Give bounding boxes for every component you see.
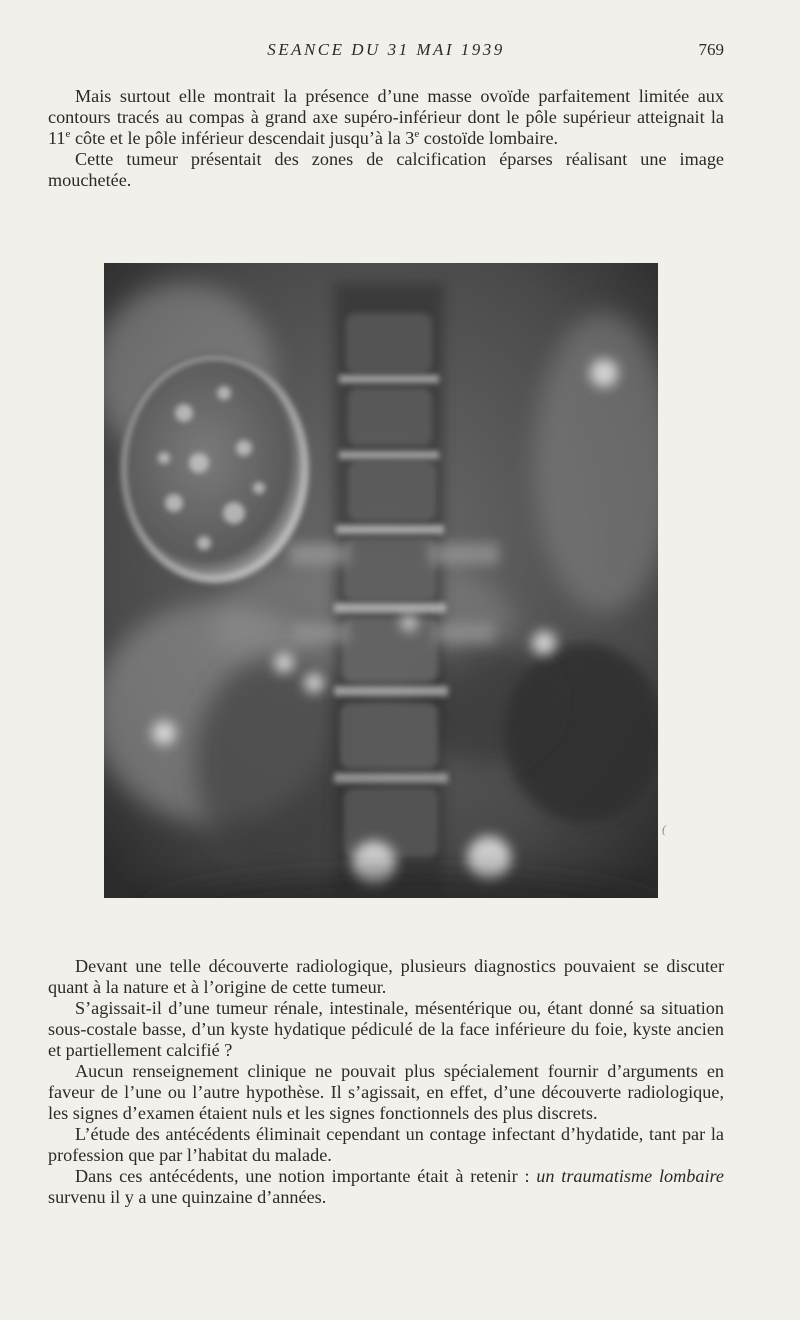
radiograph-image bbox=[104, 263, 658, 898]
running-title: SEANCE DU 31 MAI 1939 bbox=[267, 40, 505, 59]
top-text-block bbox=[48, 86, 724, 191]
text-run: Dans ces antécédents, une notion importante était à retenir : bbox=[75, 1166, 537, 1186]
paragraph: L’étude des antécédents éliminait cependant un contage infectant d’hydatide, tant par la profession que par l’habitat du malade. bbox=[48, 1124, 724, 1165]
paragraph: Aucun renseignement clinique ne pouvait plus spécialement fournir d’arguments en faveur de l’une ou l’autre hypothèse. Il s’agissait, en effet, d’une découverte radiologique, les signes d’examen étaient nuls et les signes fonctionnels des plus discrets. bbox=[48, 1061, 724, 1123]
text-run: côte et le pôle inférieur descendait jusqu’à la 3 bbox=[70, 128, 415, 148]
margin-mark: ( bbox=[662, 822, 666, 836]
superscript: e bbox=[414, 127, 420, 140]
page-number: 769 bbox=[698, 40, 724, 59]
text-run: Mais surtout elle montrait la présence d’une masse ovoïde parfaitement limitée aux contours tracés au compas à grand axe supéro-inférieur dont le pôle supérieur atteignait la 11 bbox=[48, 86, 724, 148]
paragraph bbox=[48, 86, 724, 149]
text-run: costoïde lombaire. bbox=[419, 128, 559, 148]
abdominal-radiograph bbox=[104, 263, 658, 898]
text-run: survenu il y a une quinzaine d’années. bbox=[48, 1187, 327, 1207]
paragraph bbox=[48, 1166, 724, 1208]
bottom-text-block bbox=[48, 956, 724, 1208]
page-header bbox=[48, 40, 724, 64]
paragraph: Devant une telle découverte radiologique, plusieurs diagnostics pouvaient se discuter quant à la nature et à l’origine de cette tumeur. bbox=[48, 956, 724, 997]
paragraph: Cette tumeur présentait des zones de calcification éparses réalisant une image mouchetée. bbox=[48, 149, 724, 190]
superscript: e bbox=[65, 127, 71, 140]
italic-phrase: un traumatisme lombaire bbox=[536, 1166, 724, 1186]
paragraph: S’agissait-il d’une tumeur rénale, intestinale, mésentérique ou, étant donné sa situation sous-costale basse, d’un kyste hydatique pédiculé de la face inférieure du foie, kyste ancien et partiellement calcifié ? bbox=[48, 998, 724, 1060]
